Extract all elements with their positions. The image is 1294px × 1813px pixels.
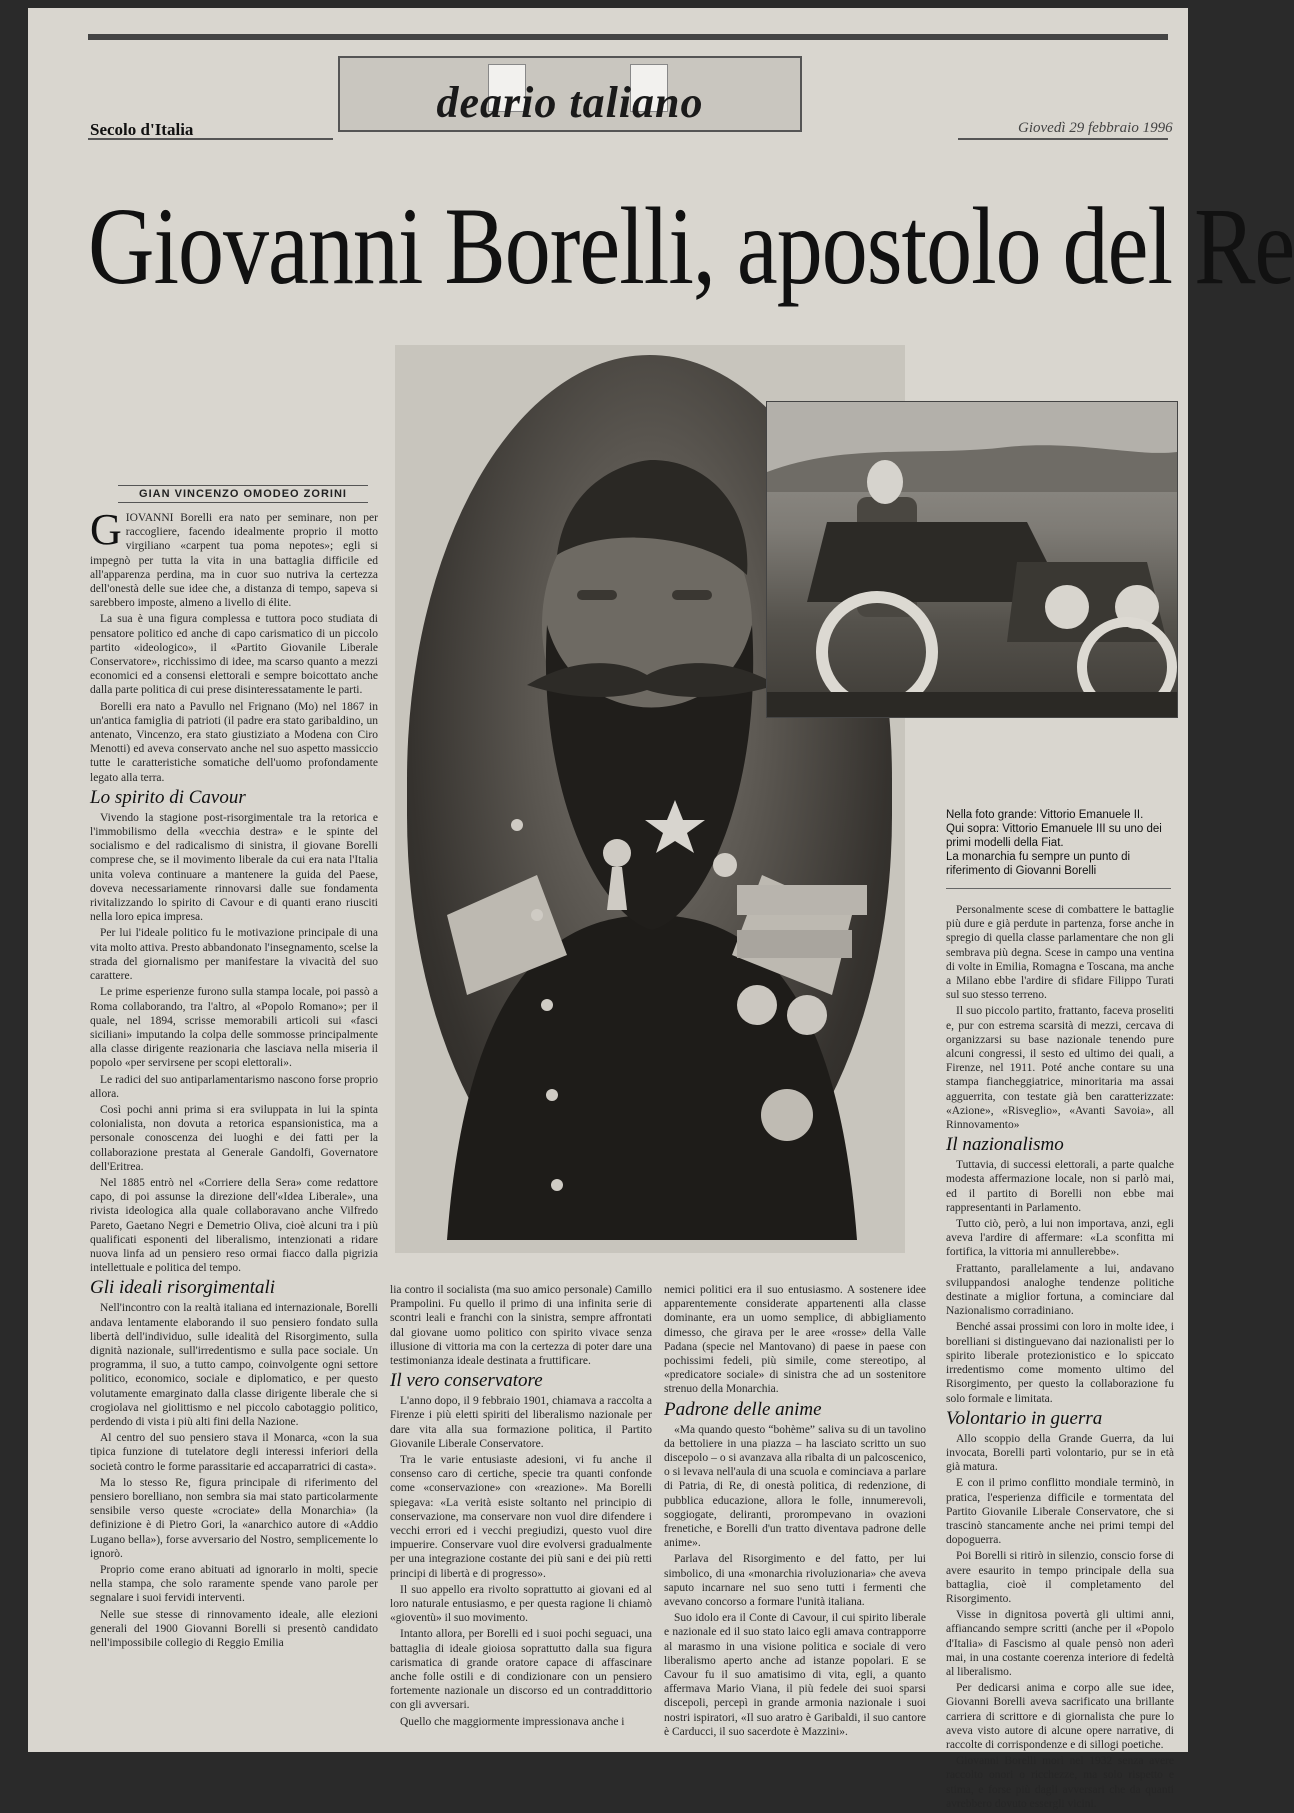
section-banner bbox=[338, 56, 802, 132]
paragraph: Proprio come erano abituati ad ignorarlo in molti, specie nella stampa, che solo raramente spende vano parole per segnalare i suoi fervidi interventi. bbox=[90, 1564, 378, 1605]
subheading: Il nazionalismo bbox=[946, 1134, 1064, 1156]
paragraph: L'anno dopo, il 9 febbraio 1901, chiamava a raccolta a Firenze i più eletti spiriti del liberalismo nazionale per dare vita alla sua formazione politica, il Partito Giovanile Liberale Conservatore. bbox=[390, 1395, 652, 1450]
subheading: Gli ideali risorgimentali bbox=[90, 1277, 276, 1299]
section-title: deario taliano bbox=[436, 78, 704, 127]
paragraph: «Ma quando questo “bohème” saliva su di un tavolino da bettoliere in una piazza – ha lasciato scritto un suo discepolo – o si avanzava alla ribalta di un palcoscenico, o si levava nell'aula di una scuola e cominciava a parlare di Patria, di Re, di onestà politica, di redenzione, di pubblica educazione, allora le folle, innumerevoli, soggiogate, deliranti, prorompevano in ovazioni frenetiche, e Borelli d'un tratto diventava padrone delle anime». bbox=[664, 1423, 926, 1550]
paragraph: Allo scoppio della Grande Guerra, da lui invocata, Borelli partì volontario, pur se in età già matura. bbox=[946, 1432, 1174, 1474]
paragraph: Quello che maggiormente impressionava anche i bbox=[400, 1715, 625, 1728]
paragraph: Visse in dignitosa povertà gli ultimi anni, affiancando sempre scritti (anche per il «Popolo d'Italia» di Fascismo al quale pensò non aderì mai, in una costante coerenza interiore di fedeltà al liberalismo. bbox=[946, 1609, 1174, 1678]
paragraph: Le prime esperienze furono sulla stampa locale, poi passò a Roma collaborando, tra l'altro, al «Popolo Romano»; per il quale, nel 1894, scrisse memorabili articoli sui «fasci siciliani» imputando la colpa delle sommosse principalmente alla classe dirigente reazionaria che lasciava nella miseria il popolo «per servirsene per scopi elettorali». bbox=[90, 986, 378, 1070]
top-rule bbox=[88, 34, 1168, 40]
subheading: Il vero conservatore bbox=[390, 1370, 543, 1392]
paragraph: IOVANNI Borelli era nato per seminare, non per raccogliere, facendo idealmente proprio il motto virgiliano «carpent tua poma nepotes»; egli si impegnò per tutta la vita in una battaglia difficile ed all'apparenza perdina, ma in cuor suo nutriva la certezza dell'onestà delle sue idee che, a distanza di tempo, sapeva si sarebbero imposte, almeno a livello di élite. bbox=[90, 512, 378, 610]
article-column-1 bbox=[90, 505, 378, 1652]
paragraph: Suo idolo era il Conte di Cavour, il cui spirito liberale e nazionale ed il suo stato laico egli amava contrapporre al marasmo in una visione politica e sociale di vero liberalismo aperto anche ad istanze popolari. E se Cavour fu il suo amatisimo di vita, egli, a quanto affermava Mario Viana, il più fedele dei suoi sparsi discepoli, percepì in grande armonia nazionale i suoi nostri ispiratori, «Il suo aratro è Garibaldi, il suo cantore è Carducci, il suo sacerdote è Mazzini». bbox=[664, 1612, 926, 1738]
headline: Giovanni Borelli, apostolo del Re bbox=[88, 184, 1294, 308]
paragraph: Ma lo stesso Re, figura principale di riferimento del pensiero borelliano, non sembra sia mai stato particolarmente sensibile verso queste «crociate» della Monarchia» (la definizione è di Pietro Gori, la «anarchico autore di «Addio Lugano bella»), forse avversario del Nostro, semplicemente lo ignorò. bbox=[90, 1476, 378, 1560]
caption-divider bbox=[946, 888, 1171, 889]
paragraph: Nelle sue stesse di rinnovamento ideale, alle elezioni generali del 1900 Giovanni Borelli si presentò candidato nell'impossibile collegio di Reggio Emilia bbox=[90, 1608, 378, 1650]
paragraph: lia contro il socialista (ma suo amico personale) Camillo Prampolini. Fu quello il primo di una infinita serie di scontri leali e franchi con la sinistra, sempre affrontati dal giovane uomo politico con spirito vivace senza illusione di vittoria ma con la certezza di poter dare una testimonianza ideale destinata a fruttificare. bbox=[390, 1284, 652, 1368]
subheading: Lo spirito di Cavour bbox=[90, 786, 246, 808]
paragraph: E con il primo conflitto mondiale terminò, in pratica, l'esperienza difficile e tormentata del Partito Giovanile Liberale Conservatore, che si trascinò stancamente anche nei primi tempi del dopoguerra. bbox=[946, 1477, 1174, 1547]
paragraph: Per dedicarsi anima e corpo alle sue idee, Giovanni Borelli aveva sacrificato una brillante carriera di scrittore e di giornalista che pure lo aveva visto autore di alcune opere narrative, di raccolte di corrispondenze e di sillogi poetiche. bbox=[946, 1682, 1174, 1751]
newspaper-page bbox=[28, 8, 1294, 1810]
paragraph: Il suo piccolo partito, frattanto, faceva proseliti e, pur con estrema scarsità di mezzi, cercava di organizzarsi su base nazionale tenendo pure alcuni congressi, il sesto ed ultimo dei quali, a Firenze, nel 1911. Poté anche contare su una stampa fiancheggiatrice, minoritaria ma assai agguerrita, con testate già ben caratterizzate: «Azione», «Risveglio», «Avanti Savoia», all Rinnovamento» bbox=[946, 1005, 1174, 1132]
paragraph: Le radici del suo antiparlamentarismo nascono forse proprio allora. bbox=[90, 1073, 378, 1100]
paragraph: Vivendo la stagione post-risorgimentale tra la retorica e l'immobilismo della «vecchia destra» e le spinte del socialismo e del radicalismo di sinistra, il giovane Borelli comprese che, se il movimento liberale da cui era nata l'Italia unita voleva continuare a mantenere la guida del Paese, doveva necessariamente rinnovarsi dalle sue fondamenta rivitalizzando lo spirito di Cavour e di quanti erano riusciti nella loro epica impresa. bbox=[90, 811, 378, 924]
drop-cap: G bbox=[90, 505, 122, 554]
paragraph: Per lui l'ideale politico fu le motivazione principale di una vita molto attiva. Presto abbandonato l'insegnamento, scelse la strada del giornalismo per manifestare la vivacità del suo carattere. bbox=[90, 927, 378, 983]
paragraph: Giovanni Borelli morì nel 1932 senza avere raccolto onori o ricchezze, ma solo rispetto e stima, e forse più dagli avversari che da quanti avrebbero dovuto essergli vicini. bbox=[946, 1755, 1174, 1810]
article-column-3 bbox=[664, 1283, 926, 1741]
paper-name: Secolo d'Italia bbox=[90, 120, 194, 139]
paragraph: Parlava del Risorgimento e del fatto, per lui simbolico, di una «monarchia rivoluzionaria» che aveva saputo incarnare nel suo seno tutti i fermenti che avevano concorso a formare l'unità italiana. bbox=[664, 1553, 926, 1609]
masthead-rule-right bbox=[958, 138, 1168, 140]
paragraph: Così pochi anni prima si era sviluppata in lui la spinta colonialista, non dovuta a retorica espansionistica, ma a personale conoscenza dei luoghi e dei fatti per la collaborazione prestata al Generale Gandolfi, Governatore dell'Eritrea. bbox=[90, 1103, 378, 1173]
paragraph: La sua è una figura complessa e tuttora poco studiata di pensatore politico ed anche di capo carismatico di un piccolo partito «ideologico», il «Partito Giovanile Liberale Conservatore», ricchissimo di idee, ma scarso quanto a mezzi economici ed a consensi elettorali e sempre boicottato anche dalla parte politica di cui prese disinteressatamente le parti. bbox=[90, 613, 378, 697]
paragraph: Intanto allora, per Borelli ed i suoi pochi seguaci, una battaglia di ideale gioiosa soprattutto dalla sua figura carismatica di grande oratore capace di affascinare anche folle ostili e di condizionare con un pensiero fortemente nazionale un discorso ed un contraddittorio con gli avversari. bbox=[390, 1628, 652, 1712]
paragraph: Nel 1885 entrò nel «Corriere della Sera» come redattore capo, di poi assunse la direzione dell'«Idea Liberale», una rivista ideologica alla quale collaboravano anche Vilfredo Pareto, Gaetano Negri e Demetrio Oliva, cioè alcuni tra i più qualificati esponenti del liberalismo, intenzionati a ridare nuova linfa ad un pensiero reso ormai fiacco dalla pigrizia intellettuale e politica del tempo. bbox=[90, 1176, 378, 1275]
paragraph: Borelli era nato a Pavullo nel Frignano (Mo) nel 1867 in un'antica famiglia di patrioti (il padre era stato garibaldino, un antenato, Vincenzo, era stato giustiziato a Modena con Ciro Menotti) ed aveva conservato anche nel suo aspetto massiccio tutte le caratteristiche somatiche dell'uomo profondamente legato alla terra. bbox=[90, 700, 378, 784]
paragraph: Tutto ciò, però, a lui non importava, anzi, egli aveva l'ardire di affermare: «La sconfitta mi fortifica, la vittoria mi annullerebbe». bbox=[946, 1218, 1174, 1259]
article-column-2 bbox=[390, 1283, 652, 1731]
caption-line: Nella foto grande: Vittorio Emanuele II. bbox=[946, 809, 1144, 821]
subheading: Padrone delle anime bbox=[664, 1398, 822, 1420]
paragraph: Frattanto, parallelamente a lui, andavano sviluppandosi analoghe tendenze politiche destinate a miglior fortuna, a cominciare dal Nazionalismo corradiniano. bbox=[946, 1262, 1174, 1318]
article-column-4 bbox=[946, 903, 1174, 1813]
paragraph: Il suo appello era rivolto soprattutto ai giovani ed al loro naturale entusiasmo, e per questa ragione li chiamò «gioventù» il suo movimento. bbox=[390, 1583, 652, 1625]
caption-line: La monarchia fu sempre un punto di riferimento di Giovanni Borelli bbox=[946, 851, 1131, 877]
car-illustration bbox=[767, 402, 1177, 717]
paragraph: nemici politici era il suo entusiasmo. A sostenere idee apparentemente considerate appartenenti alla classe dominante, era un uomo semplice, di abbigliamento dimesso, che girava per le aree «rosse» della Valle Padana (specie nel Mantovano) di paese in paese con pochissimi fedeli, più simile, come stereotipo, al «predicatore sociale» di sinistra che ad un sostenitore strenuo della Monarchia. bbox=[664, 1284, 926, 1396]
caption-line: Qui sopra: Vittorio Emanuele III su uno dei primi modelli della Fiat. bbox=[946, 823, 1162, 849]
subheading: Volontario in guerra bbox=[946, 1407, 1103, 1429]
paragraph: Benché assai prossimi con loro in molte idee, i borelliani si distinguevano dai nazionalisti per lo spirito liberale protezionistico e lo spiccato irredentismo come momento ultimo del Risorgimento, per questo la collaborazione fu solo formale e limitata. bbox=[946, 1321, 1174, 1405]
paragraph: Nell'incontro con la realtà italiana ed internazionale, Borelli andava lentamente elaborando il suo pensiero fondato sulla libertà dell'individuo, sulle idealità del Risorgimento, sulla dignità nazionale, sull'irredentismo e sulla pace sociale. Un programma, il suo, a tutto campo, coinvolgente ogni settore politico, economico, sociale e diplomatico, e per questo volutamente emarginato dalla classe dirigente liberale che si crogiolava nel giolittismo e nel piccolo cabotaggio politico, perdendo di vista i più alti fini della Nazione. bbox=[90, 1302, 378, 1428]
car-photo bbox=[766, 401, 1178, 718]
paragraph: Tuttavia, di successi elettorali, a parte qualche modesta affermazione locale, non si parlò mai, ed il partito di Borelli non ebbe mai rappresentanti in Parlamento. bbox=[946, 1159, 1174, 1214]
paragraph: Al centro del suo pensiero stava il Monarca, «con la sua tipica funzione di tutelatore degli interessi inferiori della società contro le forme parassitarie ed accaparratrici di casta». bbox=[90, 1432, 378, 1473]
paragraph: Tra le varie entusiaste adesioni, vi fu anche il consenso caro di certiche, specie tra quanti confonde come «conservazione» con «reazione». Ma Borelli spiegava: «La verità esiste soltanto nel principio di conservazione, ma conservare non vuol dire difendere i vecchi errori ed i vecchi pregiudizi, questo vuol dire impuerire. Conservare vuol dire evolversi gradualmente per una integrazione costante dei più sani e dei più retti principi di libertà e di progresso». bbox=[390, 1454, 652, 1580]
photo-caption bbox=[946, 808, 1171, 878]
issue-date: Giovedì 29 febbraio 1996 bbox=[1018, 120, 1173, 136]
paragraph: Personalmente scese di combattere le battaglie più dure e già perdute in partenza, forse anche in spregio di quella classe parlamentare che non gli sembrava più degna. Scese in campo una ventina di volte in Emilia, Romagna e Toscana, ma anche a Milano ebbe l'ardire di sfidare Filippo Turati sul suo stesso terreno. bbox=[946, 904, 1174, 1002]
byline: GIAN VINCENZO OMODEO ZORINI bbox=[118, 485, 368, 503]
paragraph: Poi Borelli si ritirò in silenzio, conscio forse di avere esaurito in tempo principale della sua battaglia, cioè il completamento del Risorgimento. bbox=[946, 1550, 1174, 1605]
